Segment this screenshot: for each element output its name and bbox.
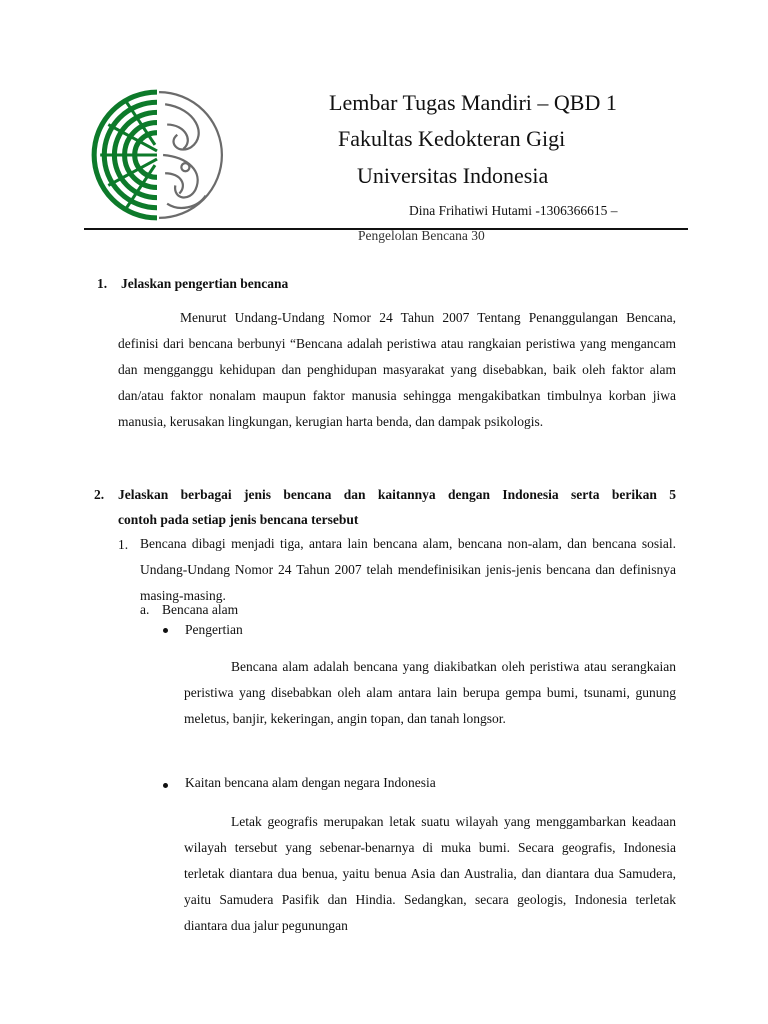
question-2-text-line-1: Jelaskan berbagai jenis bencana dan kaitannya dengan Indonesia serta berikan 5 <box>118 487 676 502</box>
university-logo <box>86 84 228 226</box>
bullet-1-text: Bencana alam adalah bencana yang diakibatkan oleh peristiwa atau serangkaian peristiwa yang disebabkan oleh alam antara lain berupa gempa bumi, tsunami, gunung meletus, banjir, kekeringan, angin topan, dan tanah longsor. <box>184 659 676 726</box>
header-line-1: Lembar Tugas Mandiri – QBD 1 <box>329 90 617 115</box>
sub-a-title: Bencana alam <box>162 602 239 617</box>
question-1-answer: Menurut Undang-Undang Nomor 24 Tahun 2007 Tentang Penanggulangan Bencana, definisi dari bencana berbunyi “Bencana adalah peristiwa atau rangkaian peristiwa yang mengancam dan mengganggu kehidupan dan penghidupan masyarakat yang disebabkan, baik oleh faktor alam dan/atau faktor nonalam maupun faktor manusia sehingga mengakibatkan timbulnya korban jiwa manusia, kerusakan lingkungan, kerugian harta benda, dan dampak psikologis. <box>118 310 676 429</box>
sub-a-label: a. <box>140 602 150 617</box>
header-line-3: Universitas Indonesia <box>357 163 549 188</box>
question-1-text: Jelaskan pengertian bencana <box>121 276 289 291</box>
question-2-number: 2. <box>94 487 105 502</box>
item-1-number: 1. <box>118 537 129 552</box>
item-1-text: Bencana dibagi menjadi tiga, antara lain bencana alam, bencana non-alam, dan bencana sosial. Undang-Undang Nomor 24 Tahun 2007 telah mendefinisikan jenis-jenis bencana dan definisnya masing-masing. <box>140 536 676 603</box>
bullet-1-label: Pengertian <box>185 622 243 637</box>
bullet-2-label: Kaitan bencana alam dengan negara Indonesia <box>185 775 436 790</box>
header-line-2: Fakultas Kedokteran Gigi <box>338 126 566 151</box>
bullet-dot <box>163 783 168 788</box>
bullet-dot <box>163 628 168 633</box>
question-1-number: 1. <box>97 276 108 291</box>
author-line-2: Pengelolan Bencana 30 <box>358 228 485 243</box>
author-line: Dina Frihatiwi Hutami -1306366615 – <box>409 203 618 218</box>
question-2-text-line-2: contoh pada setiap jenis bencana tersebut <box>118 512 359 527</box>
bullet-2-text: Letak geografis merupakan letak suatu wilayah yang menggambarkan keadaan wilayah tersebut yang sebenar-benarnya di muka bumi. Secara geografis, Indonesia terletak diantara dua benua, yaitu benua Asia dan Australia, dan diantara dua Samudera, yaitu Samudera Pasifik dan Hindia. Sedangkan, secara geologis, Indonesia terletak diantara dua jalur pegunungan <box>184 814 676 933</box>
